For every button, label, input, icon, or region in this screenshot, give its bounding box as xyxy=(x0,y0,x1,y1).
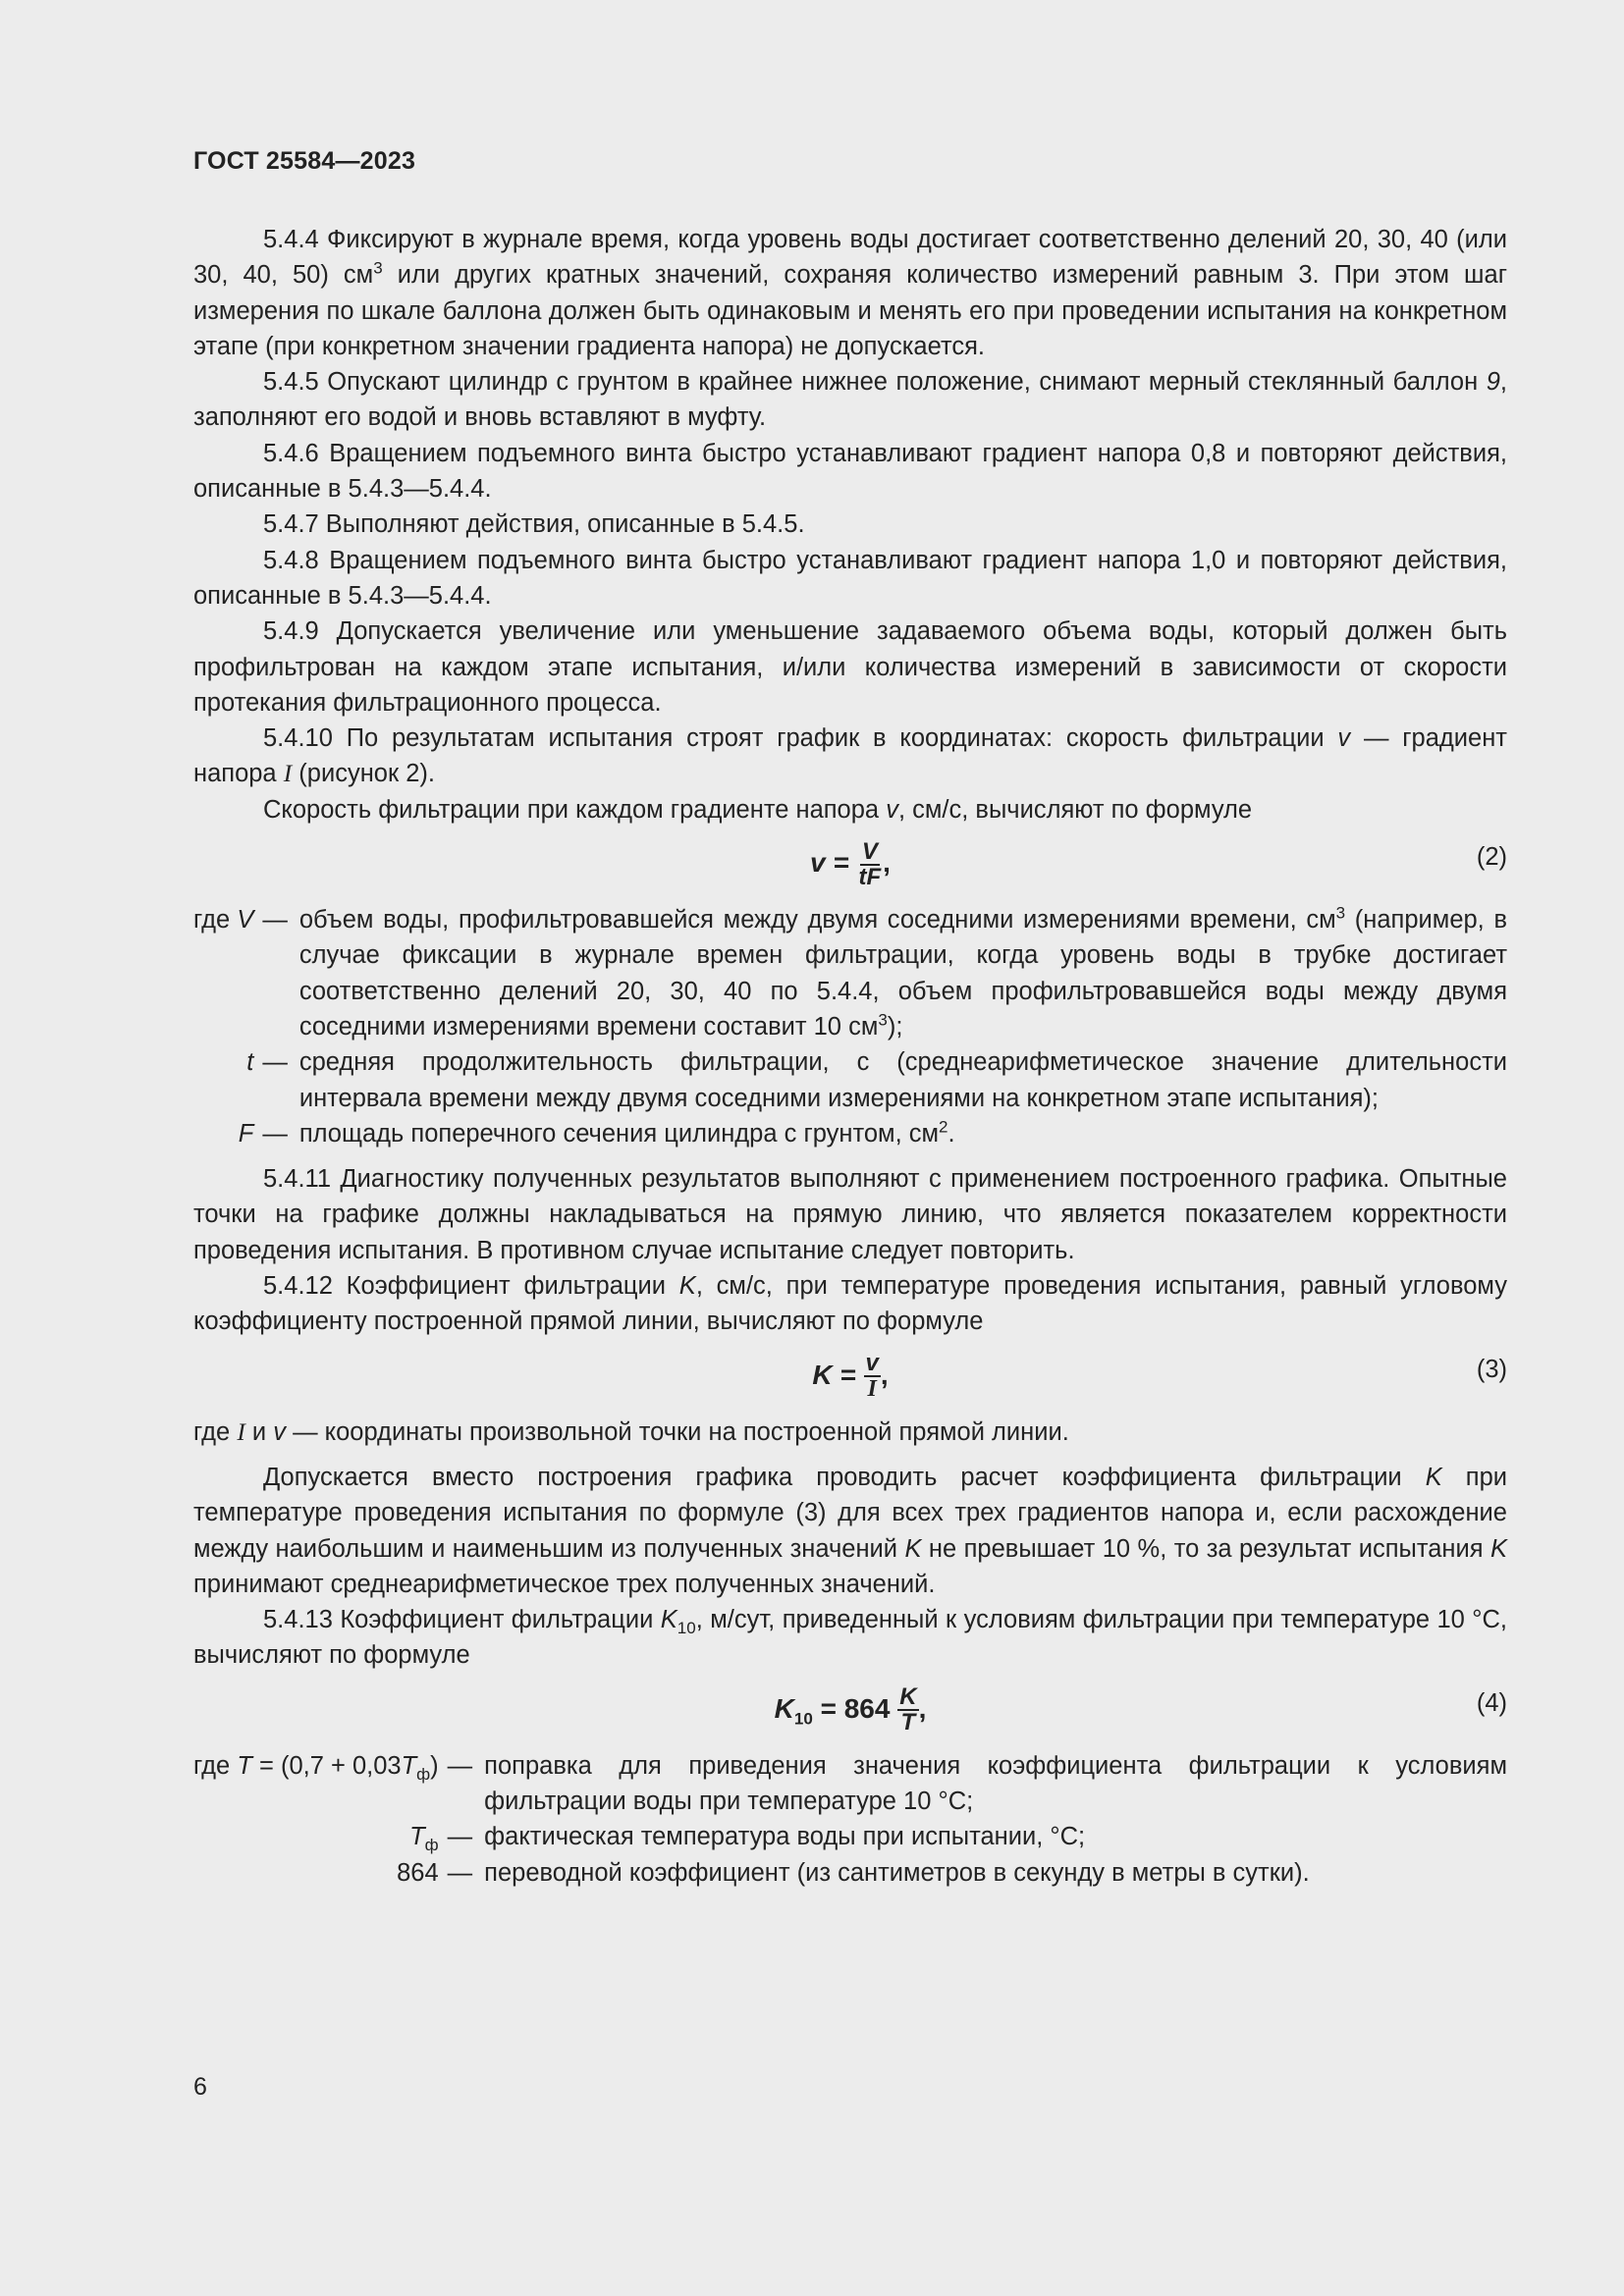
definition-row: $T_ф$ — фактическая температура воды при испытании, °С; xyxy=(409,1823,1086,1855)
paragraph-5-4-11: 5.4.11 Диагностику полученных результатов выполняют с применением построенного графика. Опытные точки на графике должны накладываться на прямую линию, что является показателем корректности проведения испытания. В противном случае испытание следует повторить. xyxy=(193,1165,1507,1264)
formula-4-number: (4) xyxy=(1476,1688,1507,1717)
formula-4-lhs: K xyxy=(774,1692,794,1724)
formula-4-fraction: $\frac{K}{T}$ xyxy=(899,1683,917,1736)
formula-3-fraction: $\frac{v}{I}$ xyxy=(865,1350,879,1403)
paragraph-5-4-9: 5.4.9 Допускается увеличение или уменьшение задаваемого объема воды, который должен быть профильтрован на каждом этапе испытания, и/или количества измерений в зависимости от скорости протекания фильтрационного процесса. xyxy=(193,617,1507,717)
formula-3-lhs: K = xyxy=(812,1359,856,1390)
formula-4-definitions xyxy=(193,1748,1507,1891)
document-body xyxy=(193,222,1507,1891)
definition-row: где $T = (0,7 + 0,03T_ф)$ — поправка для приведения значения коэффициента фильтрации к условиям фильтрации воды при температуре 10 °С; xyxy=(193,1751,1507,1815)
paragraph-5-4-8: 5.4.8 Вращением подъемного винта быстро устанавливают градиент напора 1,0 и повторяют действия, описанные в 5.4.3—5.4.4. xyxy=(193,546,1507,610)
formula-2-number: (2) xyxy=(1476,843,1507,872)
formula-2-lhs: v = xyxy=(810,847,849,879)
formula-4: $K_{10} = 864$ $\frac{K}{T}$ , (4) xyxy=(193,1680,1507,1738)
formula-3: K = $\frac{v}{I}$ , (3) xyxy=(193,1346,1507,1405)
definition-row: 864 — переводной коэффициент (из сантиметров в секунду в метры в сутки). xyxy=(397,1858,1310,1887)
paragraph-5-4-4: 5.4.4 Фиксируют в журнале время, когда уровень воды достигает соответственно делений 20, 30, 40 (или 30, 40, 50) $см^3$ или других кратных значений, сохраняя количество измерений равным 3. При этом шаг измерения по шкале баллона должен быть одинаковым и менять его при проведении испытания на конкретном этапе (при конкретном значении градиента напора) не допускается. xyxy=(193,226,1507,360)
paragraph-5-4-10: 5.4.10 По результатам испытания строят график в координатах: скорость фильтрации v — градиент напора I (рисунок 2). xyxy=(193,724,1507,788)
paragraph-5-4-7: 5.4.7 Выполняют действия, описанные в 5.4.5. xyxy=(263,510,805,539)
paragraph-speed-intro: Скорость фильтрации при каждом градиенте напора v, см/с, вычисляют по формуле xyxy=(263,795,1253,824)
page-number: 6 xyxy=(193,2073,207,2101)
document-header: ГОСТ 25584—2023 xyxy=(193,147,416,175)
formula-2-definitions xyxy=(193,902,1507,1151)
paragraph-5-4-13: 5.4.13 Коэффициент фильтрации $K_{10}$, м/сут, приведенный к условиям фильтрации при температуре 10 °С, вычисляют по формуле xyxy=(193,1606,1507,1670)
paragraph-5-4-5: 5.4.5 Опускают цилиндр с грунтом в крайнее нижнее положение, снимают мерный стеклянный баллон 9, заполняют его водой и вновь вставляют в муфту. xyxy=(193,368,1507,432)
definition-row: t — средняя продолжительность фильтрации, с (среднеарифметическое значение длительности интервала времени между двумя соседними измерениями на конкретном этапе испытания); xyxy=(246,1048,1507,1112)
paragraph-5-4-6: 5.4.6 Вращением подъемного винта быстро устанавливают градиент напора 0,8 и повторяют действия, описанные в 5.4.3—5.4.4. xyxy=(193,439,1507,504)
definition-row: где V — объем воды, профильтровавшейся между двумя соседними измерениями времени, $см^3$ (например, в случае фиксации в журнале времен фильтрации, когда уровень воды в трубке достигает соответственно делений 20, 30, 40 по 5.4.4, объем профильтровавшейся воды между двумя соседними измерениями времени составит 10 $см^3$); xyxy=(193,903,1507,1041)
paragraph-allowance: Допускается вместо построения графика проводить расчет коэффициента фильтрации K при температуре проведения испытания по формуле (3) для всех трех градиентов напора и, если расхождение между наибольшим и наименьшим из полученных значений K не превышает 10 %, то за результат испытания K принимают среднеарифметическое трех полученных значений. xyxy=(193,1463,1508,1598)
formula-2-fraction: $\frac{V}{tF}$ xyxy=(858,837,882,890)
formula-3-definition: где I и v — координаты произвольной точки на построенной прямой линии. xyxy=(193,1416,1069,1446)
formula-2: v = $\frac{V}{tF}$ , (2) xyxy=(193,833,1507,892)
definition-row: F — площадь поперечного сечения цилиндра с грунтом, $см^2$. xyxy=(238,1117,955,1148)
paragraph-5-4-12: 5.4.12 Коэффициент фильтрации K, см/с, при температуре проведения испытания, равный угловому коэффициенту построенной прямой линии, вычисляют по формуле xyxy=(193,1272,1507,1336)
formula-3-number: (3) xyxy=(1476,1355,1507,1383)
